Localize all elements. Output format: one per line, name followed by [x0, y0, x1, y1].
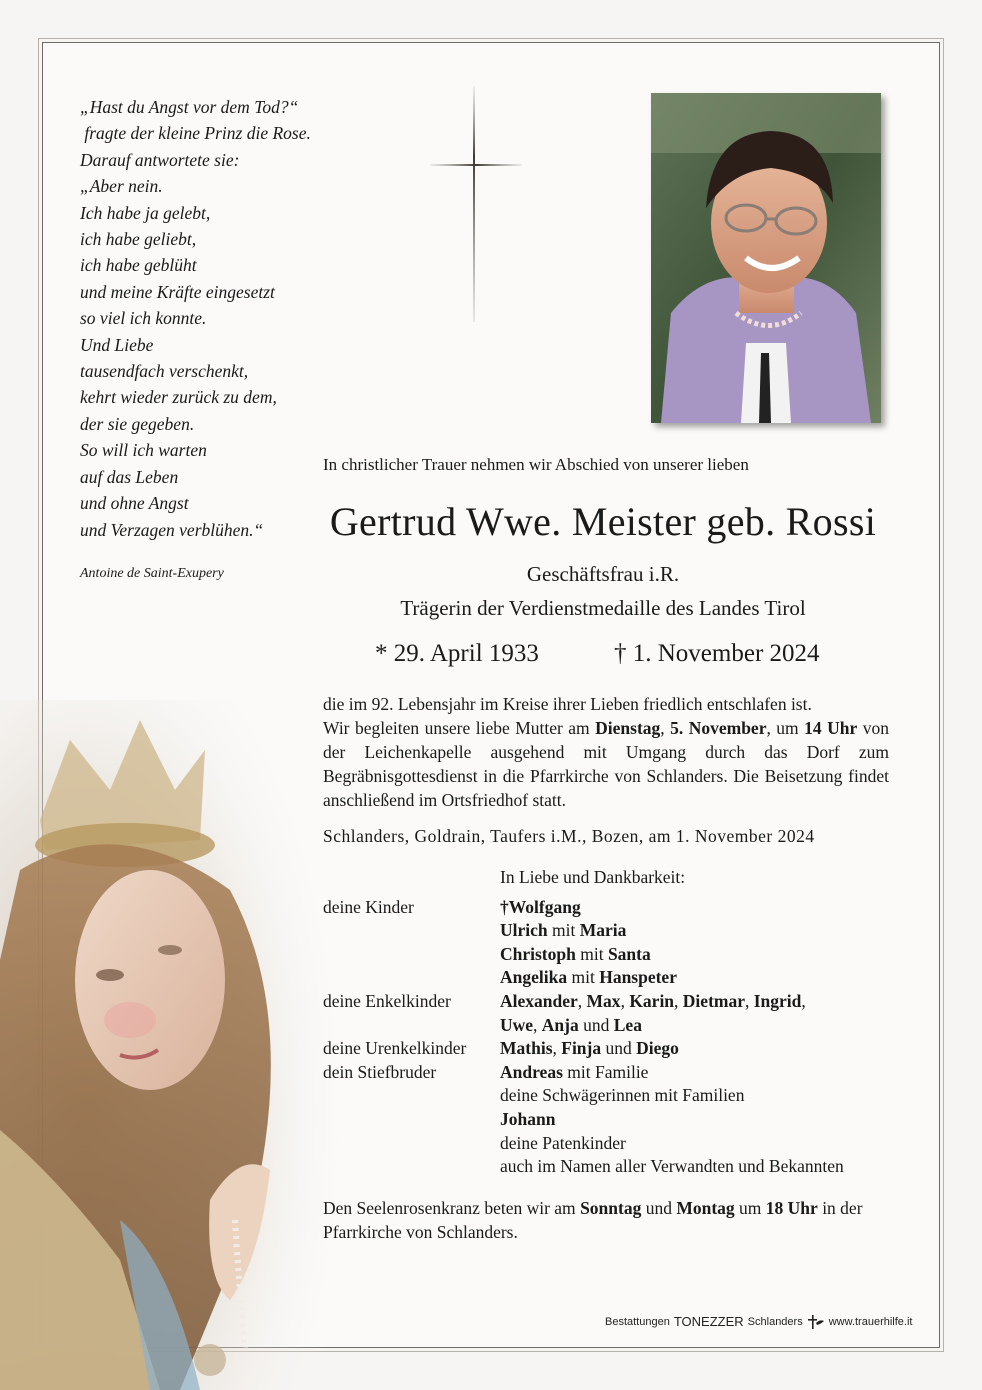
family-list — [323, 867, 844, 1179]
footer-prefix: Bestattungen — [605, 1315, 670, 1328]
text-run: , — [577, 990, 587, 1011]
poem-line: und ohne Angst — [80, 493, 189, 514]
poem-line: Ich habe ja gelebt, — [80, 202, 211, 223]
poem-line: fragte der kleine Prinz die Rose. — [80, 123, 311, 144]
poem-line: auf das Leben — [80, 466, 179, 487]
text-run: mit — [567, 967, 600, 988]
family-row — [323, 919, 844, 943]
text-run: und — [641, 1198, 677, 1218]
family-member: Dietmar — [682, 990, 745, 1011]
family-member: Uwe — [500, 1014, 534, 1035]
death-date: † 1. November 2024 — [614, 640, 820, 667]
birth-date: * 29. April 1933 — [375, 640, 539, 667]
rosary-text — [323, 1196, 889, 1244]
rosary-day: Sonntag — [580, 1198, 642, 1218]
family-row — [323, 896, 844, 920]
family-member: Maria — [579, 920, 627, 941]
family-member: Christoph — [500, 943, 576, 964]
text-run: Wir begleiten unsere liebe Mutter am — [323, 718, 596, 738]
footer-url[interactable]: www.trauerhilfe.it — [828, 1315, 913, 1328]
text-run: um — [734, 1198, 766, 1218]
family-row — [323, 1132, 844, 1156]
text-run: , — [552, 1038, 562, 1059]
poem-line: So will ich warten — [80, 440, 207, 461]
text-run: in der Pfarrkirche von Schlanders. — [323, 1198, 863, 1242]
footer — [605, 1314, 912, 1329]
family-member: †Wolfgang — [500, 896, 581, 917]
family-member: Finja — [561, 1038, 602, 1059]
portrait-photo — [651, 93, 881, 423]
family-member: Max — [586, 990, 621, 1011]
poem-line: ich habe geliebt, — [80, 229, 197, 250]
family-member: Ulrich — [500, 920, 548, 941]
funeral-time: 14 Uhr — [804, 718, 858, 738]
family-member: Johann — [500, 1108, 556, 1129]
place-date: Schlanders, Goldrain, Taufers i.M., Bozen, am 1. November 2024 — [323, 826, 815, 846]
intro-text: In christlicher Trauer nehmen wir Abschied von unserer lieben — [323, 455, 749, 474]
family-row — [323, 1084, 844, 1108]
family-row — [323, 1155, 844, 1179]
poem-line: Darauf antwortete sie: — [80, 149, 240, 170]
poem-line: so viel ich konnte. — [80, 308, 207, 329]
family-member: Diego — [636, 1038, 679, 1059]
poem-line: „Hast du Angst vor dem Tod?“ — [80, 97, 299, 117]
funeral-day: Dienstag — [595, 718, 661, 738]
poem-line: und Verzagen verblühen.“ — [80, 519, 264, 540]
family-member: Mathis — [500, 1038, 553, 1059]
family-member: Lea — [613, 1014, 642, 1035]
family-member: Alexander — [500, 990, 578, 1011]
poem-line: ich habe geblüht — [80, 255, 197, 276]
poem-line: Und Liebe — [80, 334, 154, 355]
text-run: mit — [575, 943, 608, 964]
footer-brand: TONEZZER — [673, 1314, 744, 1329]
text-run: , — [801, 990, 806, 1011]
family-label: deine Urenkelkinder — [323, 1038, 467, 1059]
cross-dove-icon — [807, 1315, 825, 1329]
family-member: deine Patenkinder — [500, 1132, 626, 1153]
poem — [80, 94, 311, 543]
family-label: deine Kinder — [323, 896, 414, 917]
text-run: mit — [547, 920, 580, 941]
funeral-date: 5. November — [670, 718, 767, 738]
text-run: , — [533, 1014, 542, 1035]
poem-line: „Aber nein. — [80, 176, 163, 197]
rosary-day: Montag — [676, 1198, 735, 1218]
family-label: dein Stiefbruder — [323, 1061, 437, 1082]
family-label: deine Enkelkinder — [323, 990, 451, 1011]
honor: Trägerin der Verdienstmedaille des Landes Tirol — [400, 596, 806, 620]
family-member: Santa — [607, 943, 651, 964]
family-member: Andreas — [500, 1061, 563, 1082]
deceased-name: Gertrud Wwe. Meister geb. Rossi — [329, 499, 877, 544]
text-run: , — [660, 718, 671, 738]
funeral-text — [323, 716, 889, 812]
rosary-time: 18 Uhr — [765, 1198, 818, 1218]
thanks-heading: In Liebe und Dankbarkeit: — [500, 867, 686, 887]
text-run: von der Leichenkapelle ausgehend mit Umgang durch das Dorf zum Begräbnisgottesdienst in die Pfarrkirche von Schlanders. Die Beisetzung findet anschließend im Ortsfriedhof statt. — [323, 718, 889, 810]
family-member: deine Schwägerinnen mit Familien — [500, 1085, 745, 1106]
poem-line: tausendfach verschenkt, — [80, 361, 249, 382]
family-row — [323, 1108, 844, 1132]
text-run: Den Seelenrosenkranz beten wir am — [323, 1198, 581, 1218]
family-row — [323, 1014, 844, 1038]
family-row — [323, 943, 844, 967]
text-run: , um — [766, 718, 805, 738]
text-run: und — [578, 1014, 614, 1035]
madonna-statue-image — [0, 700, 340, 1390]
text-run: , — [620, 990, 630, 1011]
family-row — [323, 1061, 844, 1085]
poem-line: der sie gegeben. — [80, 413, 195, 434]
family-member: Anja — [541, 1014, 579, 1035]
passing-text: die im 92. Lebensjahr im Kreise ihrer Lieben friedlich entschlafen ist. — [323, 694, 812, 714]
footer-suffix: Schlanders — [747, 1315, 803, 1328]
cross-icon — [430, 86, 522, 322]
poem-line: kehrt wieder zurück zu dem, — [80, 387, 277, 408]
family-member: Ingrid — [753, 990, 802, 1011]
family-row — [323, 1037, 844, 1061]
family-member: Hanspeter — [599, 967, 677, 988]
family-member: Karin — [629, 990, 675, 1011]
text-run: und — [601, 1038, 637, 1059]
poem-line: und meine Kräfte eingesetzt — [80, 281, 275, 302]
family-row — [323, 990, 844, 1014]
text-run: , — [745, 990, 754, 1011]
family-row — [323, 966, 844, 990]
text-run: , — [674, 990, 683, 1011]
poem-author: Antoine de Saint-Exupery — [80, 566, 224, 581]
occupation: Geschäftsfrau i.R. — [526, 562, 680, 586]
family-member: Angelika — [500, 967, 568, 988]
family-member: auch im Namen aller Verwandten und Bekannten — [500, 1156, 844, 1177]
text-run: mit Familie — [562, 1061, 649, 1082]
